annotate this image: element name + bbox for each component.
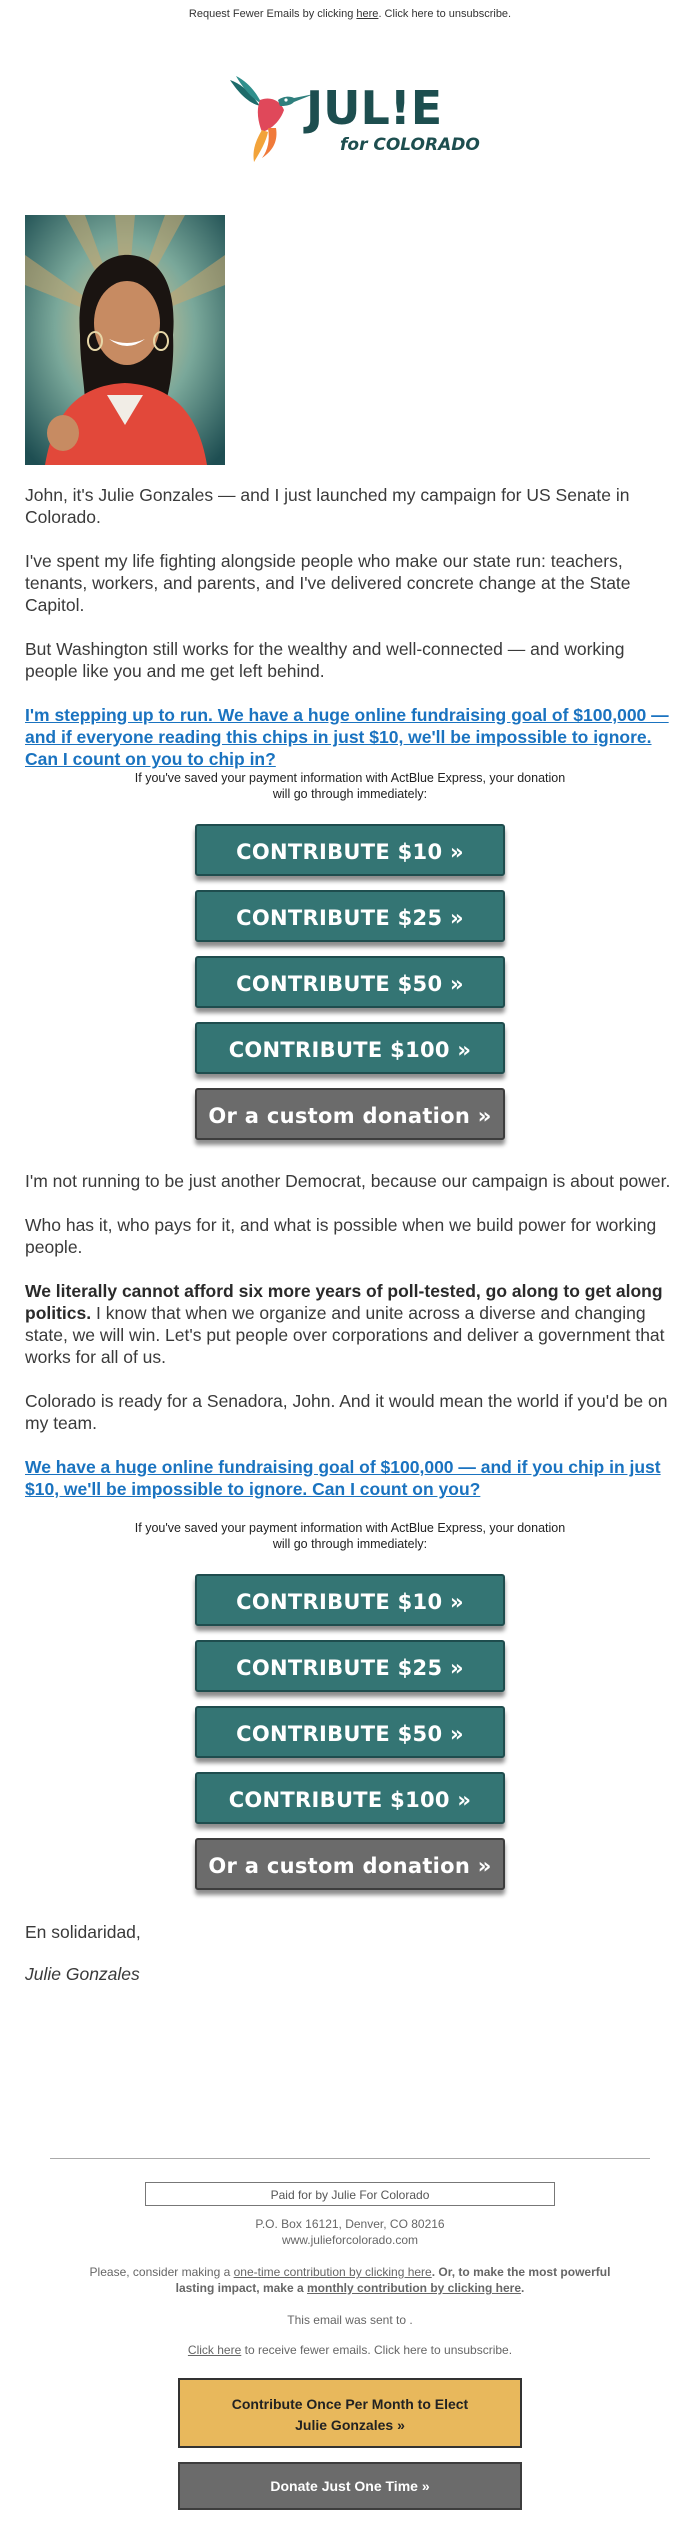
intro-paragraph: John, it's Julie Gonzales — and I just launched my campaign for US Senate in Colorado.: [25, 485, 630, 527]
contribute-10-button[interactable]: CONTRIBUTE $10 »: [195, 824, 505, 876]
express-note-2: [125, 1520, 575, 1552]
middle-paragraph: [25, 1280, 675, 1368]
address-text: P.O. Box 16121, Denver, CO 80216: [255, 2217, 445, 2231]
middle-paragraph: I'm not running to be just another Democrat, because our campaign is about power.: [25, 1171, 671, 1191]
footer-address: [50, 2216, 650, 2248]
contribute-50-button[interactable]: CONTRIBUTE $50 »: [195, 956, 505, 1008]
middle-paragraph: Who has it, who pays for it, and what is possible when we build power for working people.: [25, 1215, 657, 1257]
consider-mid: . Or, to make the most powerful lasting impact, make a: [175, 2265, 611, 2295]
intro-paragraph: But Washington still works for the wealthy and well-connected — and working people like you and me get left behind.: [25, 639, 625, 681]
closing: [25, 1921, 675, 1985]
contribute-25-button[interactable]: CONTRIBUTE $25 »: [195, 890, 505, 942]
footer-consider: [70, 2264, 630, 2296]
contribute-100-button[interactable]: CONTRIBUTE $100 »: [195, 1772, 505, 1824]
middle-paragraph: Colorado is ready for a Senadora, John. And it would mean the world if you'd be on my team.: [25, 1391, 668, 1433]
express-note: [125, 770, 575, 802]
hummingbird-logo-icon: [222, 70, 482, 165]
contribute-100-button[interactable]: CONTRIBUTE $100 »: [195, 1022, 505, 1074]
custom-donation-button[interactable]: Or a custom donation »: [195, 1088, 505, 1140]
salutation: En solidaridad,: [25, 1922, 141, 1942]
top-bar: [0, 0, 700, 30]
intro-section: [25, 484, 675, 770]
fundraising-ask-link[interactable]: I'm stepping up to run. We have a huge online fundraising goal of $100,000 — and if everyone reading this chips in just $10, we'll be impossible to ignore. Can I count on you to chip in?: [25, 705, 669, 769]
footer-divider: [50, 2158, 650, 2159]
consider-prefix: Please, consider making a: [89, 2265, 234, 2279]
express-note-text: If you've saved your payment information with ActBlue Express, your donation will go through immediately:: [134, 1521, 566, 1551]
consider-end: .: [521, 2281, 525, 2295]
one-time-contribution-link[interactable]: one-time contribution by clicking here: [233, 2265, 432, 2279]
contribute-10-button[interactable]: CONTRIBUTE $10 »: [195, 1574, 505, 1626]
one-time-donation-button[interactable]: Donate Just One Time »: [178, 2462, 522, 2510]
monthly-button-line2: Julie Gonzales »: [295, 2417, 405, 2433]
logo-tagline: for COLORADO: [340, 135, 480, 155]
candidate-photo: [25, 215, 225, 465]
logo-name: JUL!E: [306, 81, 443, 135]
middle-bold-text: We literally cannot afford six more years of poll-tested, go along to get along politics.: [25, 1281, 663, 1323]
fewer-rest-text[interactable]: to receive fewer emails. Click here to unsubscribe.: [241, 2343, 513, 2357]
monthly-button-line1: Contribute Once Per Month to Elect: [231, 2396, 469, 2412]
topbar-prefix: Request Fewer Emails by clicking: [188, 8, 357, 20]
sent-to-text: This email was sent to .: [287, 2313, 413, 2327]
middle-section: [25, 1170, 675, 1500]
intro-paragraph: I've spent my life fighting alongside people who make our state run: teachers, tenants, workers, and parents, and I've delivered concrete change at the State Capitol.: [25, 551, 631, 615]
monthly-contribution-link[interactable]: monthly contribution by clicking here: [307, 2281, 522, 2295]
fewer-emails-link[interactable]: here: [356, 8, 379, 20]
contribute-50-button[interactable]: CONTRIBUTE $50 »: [195, 1706, 505, 1758]
fundraising-ask-link-2[interactable]: We have a huge online fundraising goal of $100,000 — and if you chip in just $10, we'll be impossible to ignore. Can I count on you?: [25, 1457, 661, 1499]
logo: [0, 30, 700, 205]
website-text: www.julieforcolorado.com: [281, 2233, 419, 2247]
topbar-suffix[interactable]: . Click here to unsubscribe.: [378, 8, 512, 20]
monthly-contribution-button[interactable]: [178, 2378, 522, 2448]
express-note-text: If you've saved your payment information with ActBlue Express, your donation will go through immediately:: [134, 771, 566, 801]
paid-for-box: Paid for by Julie For Colorado: [145, 2182, 555, 2206]
contribute-25-button[interactable]: CONTRIBUTE $25 »: [195, 1640, 505, 1692]
middle-rest-text: I know that when we organize and unite across a diverse and changing state, we will win. Let's put people over corporations and deliver a government that works for all of us.: [25, 1303, 665, 1367]
custom-donation-button[interactable]: Or a custom donation »: [195, 1838, 505, 1890]
footer-fewer-emails: [50, 2342, 650, 2358]
fewer-emails-link[interactable]: Click here: [187, 2343, 242, 2357]
signature: Julie Gonzales: [25, 1964, 140, 1984]
